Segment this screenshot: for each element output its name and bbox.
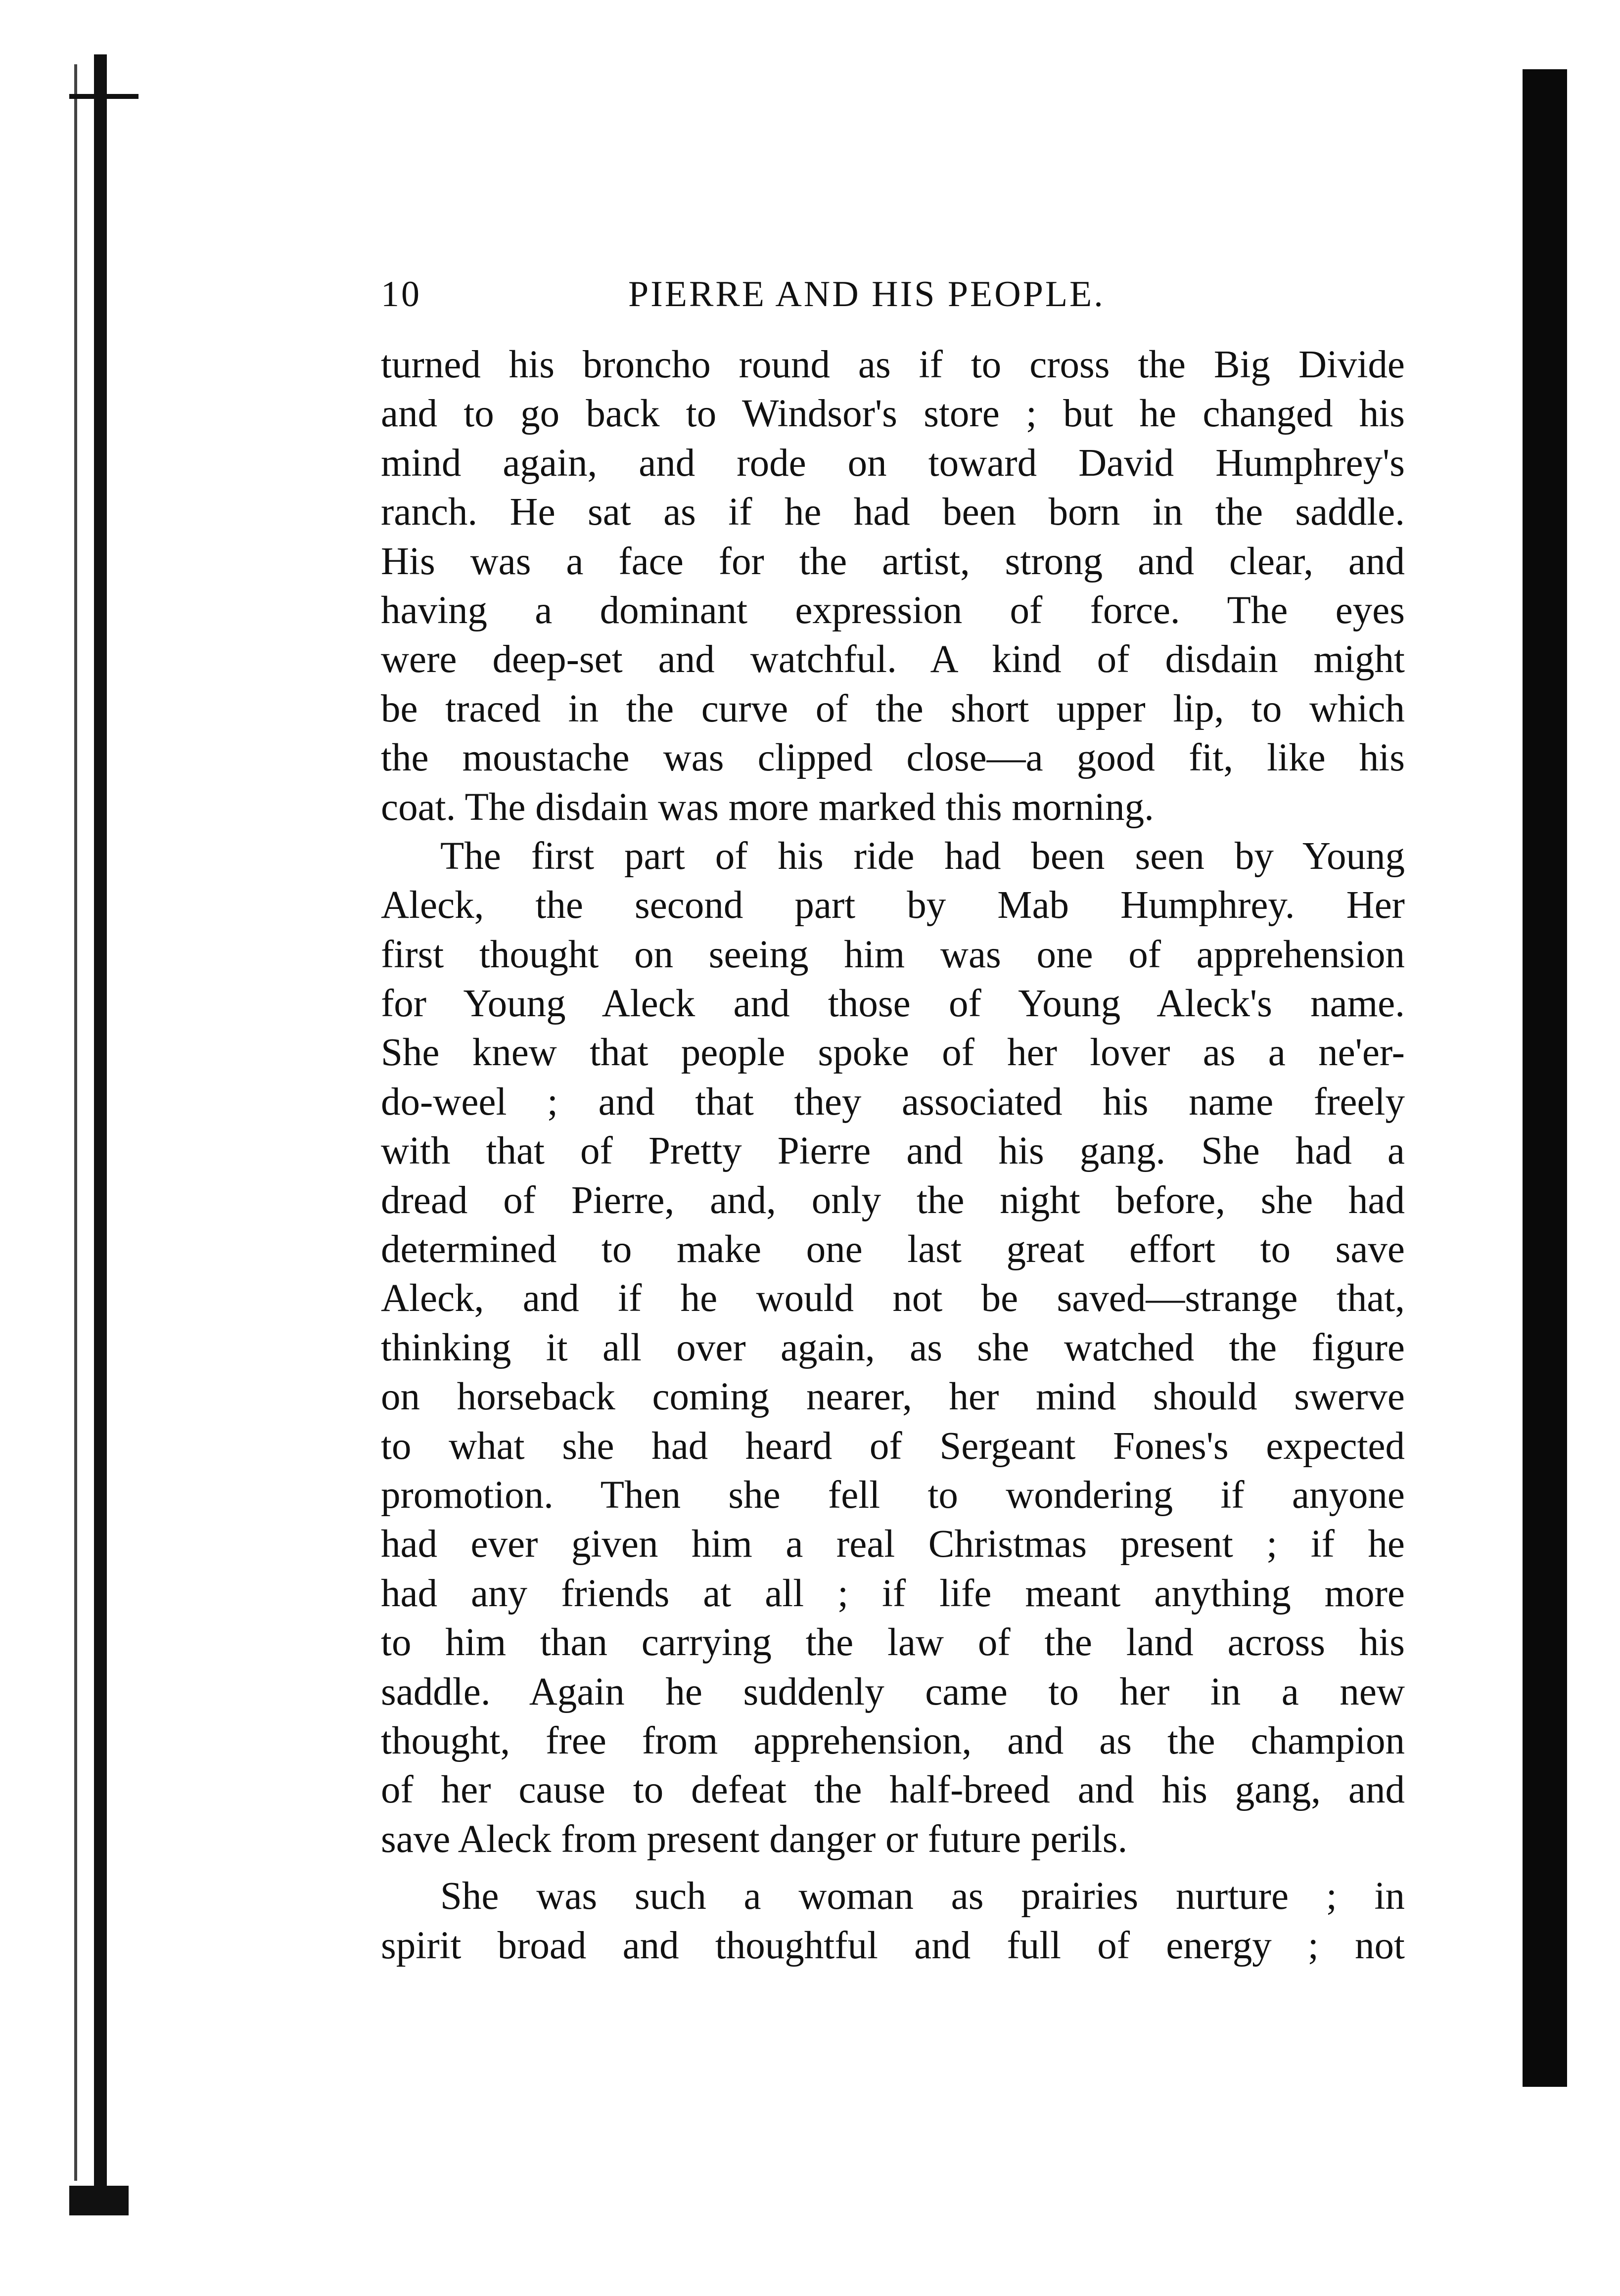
text-line: for Young Aleck and those of Young Aleck's name. — [381, 982, 1405, 1026]
running-head — [381, 267, 1133, 321]
text-line: mind again, and rode on toward David Humphrey's — [381, 441, 1405, 485]
text-line: do-weel ; and that they associated his name freely — [381, 1080, 1405, 1124]
text-line: Aleck, the second part by Mab Humphrey. Her — [381, 884, 1405, 927]
body-text — [381, 340, 1405, 1970]
text-line: turned his broncho round as if to cross the Big Divide — [381, 343, 1405, 386]
paragraph-start: She was such a woman as prairies nurture ; in — [440, 1875, 1405, 1918]
paragraph-start: The first part of his ride had been seen by Young — [440, 834, 1405, 878]
binding-shadow — [74, 64, 77, 2181]
text-line: dread of Pierre, and, only the night before, she had — [381, 1178, 1405, 1222]
text-line: His was a face for the artist, strong and clear, and — [381, 540, 1405, 583]
text-line: first thought on seeing him was one of apprehension — [381, 933, 1405, 976]
text-line: coat. The disdain was more marked this morning. — [381, 785, 1154, 829]
text-line: ranch. He sat as if he had been born in the saddle. — [381, 491, 1405, 534]
text-line: thinking it all over again, as she watched the figure — [381, 1326, 1405, 1369]
page-number: 10 — [381, 274, 421, 315]
page-edge-shadow — [1523, 69, 1567, 2087]
text-line: promotion. Then she fell to wondering if anyone — [381, 1473, 1405, 1517]
text-line: on horseback coming nearer, her mind should swerve — [381, 1375, 1405, 1419]
running-title: PIERRE AND HIS PEOPLE. — [628, 274, 1105, 315]
text-line: had any friends at all ; if life meant anything more — [381, 1572, 1405, 1615]
text-line: saddle. Again he suddenly came to her in a new — [381, 1670, 1405, 1713]
text-line: had ever given him a real Christmas present ; if he — [381, 1523, 1405, 1566]
text-line: and to go back to Windsor's store ; but he changed his — [381, 392, 1405, 436]
text-line: to him than carrying the law of the land across his — [381, 1621, 1405, 1665]
text-line: of her cause to defeat the half-breed and his gang, and — [381, 1768, 1405, 1812]
binding-corner — [69, 2186, 129, 2215]
text-line: with that of Pretty Pierre and his gang. She had a — [381, 1129, 1405, 1173]
text-line: to what she had heard of Sergeant Fones's expected — [381, 1424, 1405, 1468]
text-line: She knew that people spoke of her lover as a ne'er- — [381, 1031, 1405, 1075]
text-line: determined to make one last great effort to save — [381, 1228, 1405, 1271]
text-line: Aleck, and if he would not be saved—strange that, — [381, 1277, 1405, 1320]
text-line: the moustache was clipped close—a good fit, like his — [381, 736, 1405, 780]
text-line: save Aleck from present danger or future perils. — [381, 1817, 1128, 1861]
binding-edge — [94, 54, 107, 2210]
text-line: spirit broad and thoughtful and full of energy ; not — [381, 1924, 1405, 1967]
text-line: thought, free from apprehension, and as the champion — [381, 1719, 1405, 1762]
binding-mark — [69, 94, 139, 99]
text-line: were deep-set and watchful. A kind of disdain might — [381, 638, 1405, 681]
text-line: be traced in the curve of the short upper lip, to which — [381, 687, 1405, 730]
text-line: having a dominant expression of force. The eyes — [381, 588, 1405, 632]
